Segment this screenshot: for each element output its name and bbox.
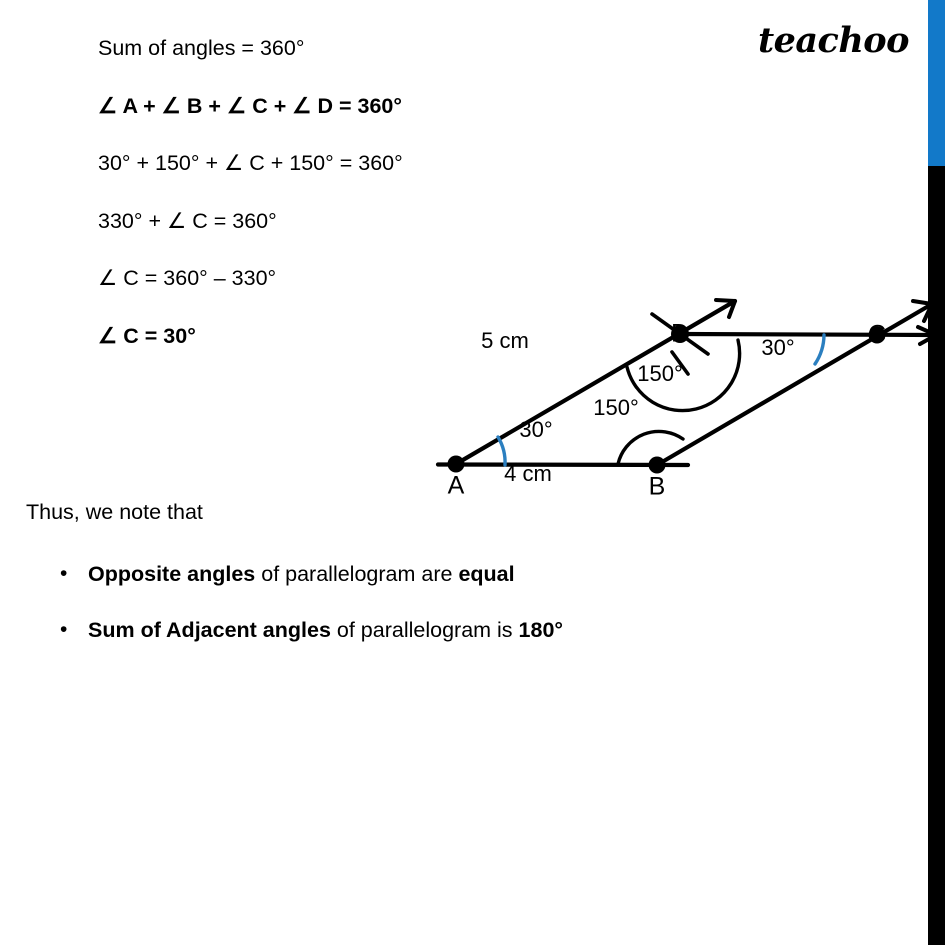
solution-line: ∠ A + ∠ B + ∠ C + ∠ D = 360°: [98, 93, 402, 118]
vertex-label-d: D: [670, 319, 690, 348]
plain-text: of parallelogram is: [330, 618, 519, 642]
note-intro-text: Thus, we note that: [26, 500, 203, 524]
solution-line: Sum of angles = 360°: [98, 36, 305, 60]
ab-length: 4 cm: [504, 461, 552, 486]
angle-c-label: 30°: [761, 335, 795, 360]
list-item: [60, 618, 880, 643]
list-item: [60, 562, 880, 587]
vertex-label-c: C: [867, 320, 887, 349]
bullet-dot-icon: •: [60, 618, 68, 641]
parallelogram-svg: [420, 278, 945, 513]
emphasis-text: Sum of Adjacent angles: [88, 618, 331, 642]
vertex-label-b: B: [648, 472, 666, 501]
parallelogram-figure: [420, 278, 945, 513]
emphasis-text: 180°: [518, 618, 564, 642]
segment-dc: [680, 334, 936, 335]
bullet-dot-icon: •: [60, 562, 68, 585]
vertex-dot-a: [448, 456, 465, 473]
vertex-dot-b: [649, 457, 666, 474]
angle-arc-b: [618, 431, 683, 464]
angle-a-label: 30°: [519, 417, 553, 442]
solution-line: 330° + ∠ C = 360°: [98, 208, 277, 233]
plain-text: of parallelogram are: [255, 562, 459, 586]
emphasis-text: equal: [458, 562, 515, 586]
angle-d-label: 150°: [637, 361, 683, 386]
list-item-text: [88, 562, 515, 587]
solution-line: 30° + 150° + ∠ C + 150° = 360°: [98, 151, 403, 175]
ad-length: 5 cm: [481, 328, 529, 353]
teachoo-logo: teachoo: [757, 20, 909, 61]
emphasis-text: Opposite angles: [88, 562, 256, 586]
vertex-label-a: A: [447, 471, 465, 500]
right-edge-accent-bar-blue: [928, 0, 945, 166]
angle-arc-c: [815, 335, 824, 364]
note-bullet-list: [60, 562, 880, 674]
solution-line: ∠ C = 360° – 330°: [98, 266, 277, 290]
angle-b-label: 150°: [593, 395, 639, 420]
solution-line: ∠ C = 30°: [98, 323, 196, 348]
list-item-text: [88, 618, 563, 643]
ray-bc: [657, 304, 932, 465]
